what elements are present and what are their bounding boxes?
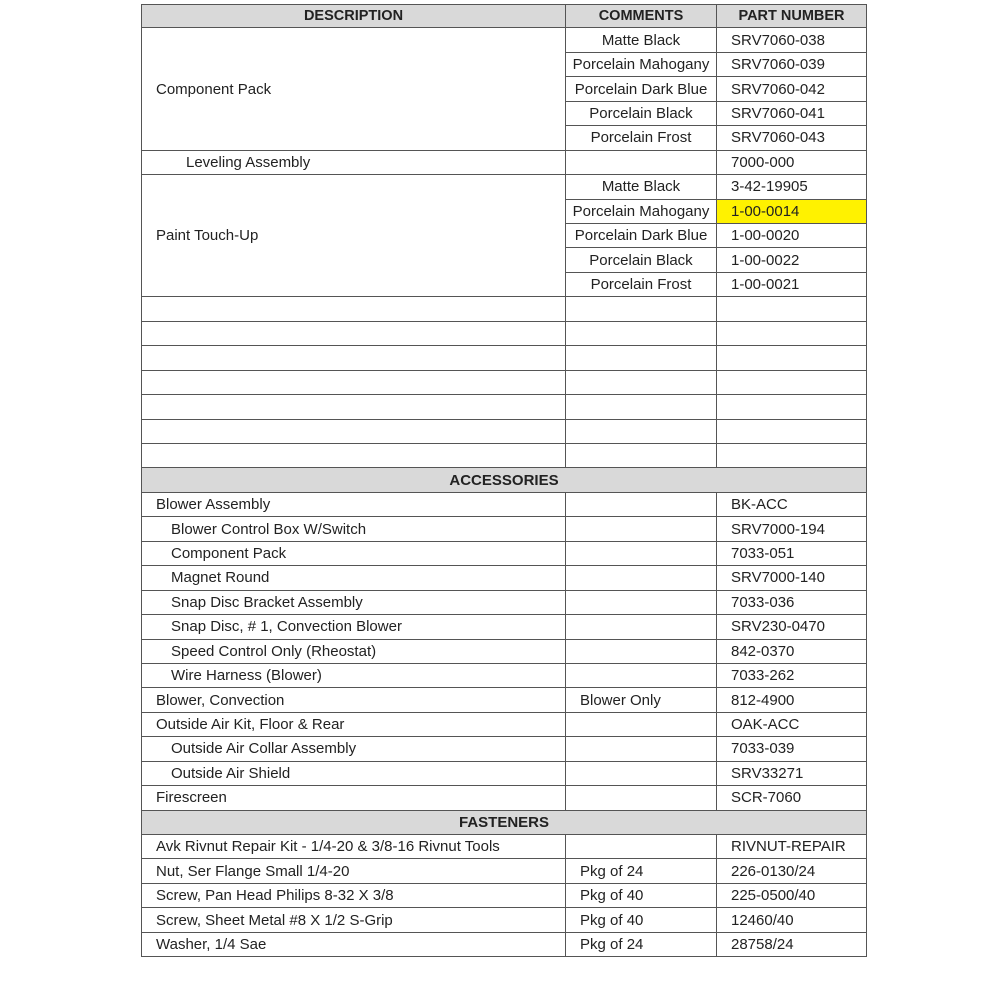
comment-cell: Porcelain Dark Blue	[565, 77, 716, 101]
description-cell: Washer, 1/4 Sae	[141, 933, 565, 957]
table-row	[141, 200, 867, 224]
comment-cell: Pkg of 40	[565, 884, 716, 908]
description-cell: Blower Control Box W/Switch	[141, 517, 565, 541]
table-row	[141, 859, 867, 883]
description-cell: Outside Air Shield	[141, 762, 565, 786]
part-number-cell: SRV7000-194	[716, 517, 867, 541]
table-row	[141, 248, 867, 272]
table-row	[141, 908, 867, 932]
table-row	[141, 786, 867, 810]
part-number-cell: SRV7060-042	[716, 77, 867, 101]
parts-table	[141, 4, 867, 957]
comment-cell	[565, 517, 716, 541]
description-cell: Nut, Ser Flange Small 1/4-20	[141, 859, 565, 883]
paint-touchup-group	[141, 175, 867, 297]
comment-cell: Blower Only	[565, 688, 716, 712]
comment-cell	[565, 566, 716, 590]
section-header-accessories	[141, 468, 867, 492]
part-number-cell: 1-00-0022	[716, 248, 867, 272]
table-row	[141, 762, 867, 786]
comment-cell: Porcelain Frost	[565, 126, 716, 150]
table-row	[141, 884, 867, 908]
component-pack-label: Component Pack	[141, 28, 565, 150]
part-number-cell: 7033-036	[716, 591, 867, 615]
part-number-cell: SRV7060-039	[716, 53, 867, 77]
table-row	[141, 615, 867, 639]
part-number-cell: SRV33271	[716, 762, 867, 786]
comment-cell	[565, 615, 716, 639]
table-row	[141, 713, 867, 737]
empty-row	[141, 346, 867, 370]
part-number-cell: 842-0370	[716, 640, 867, 664]
highlighted-part-number-cell: 1-00-0014	[716, 200, 867, 224]
part-number-cell: 28758/24	[716, 933, 867, 957]
comment-cell: Matte Black	[565, 28, 716, 52]
description-cell: Wire Harness (Blower)	[141, 664, 565, 688]
table-row	[141, 493, 867, 517]
comment-cell	[565, 786, 716, 810]
fasteners-rows	[141, 835, 867, 957]
description-cell: Avk Rivnut Repair Kit - 1/4-20 & 3/8-16 Rivnut Tools	[141, 835, 565, 859]
table-header	[141, 4, 867, 28]
empty-row	[141, 371, 867, 395]
comment-cell	[565, 493, 716, 517]
description-cell: Outside Air Collar Assembly	[141, 737, 565, 761]
part-number-cell: 1-00-0021	[716, 273, 867, 297]
part-number-cell: SRV7060-038	[716, 28, 867, 52]
part-number-cell: BK-ACC	[716, 493, 867, 517]
description-cell: Magnet Round	[141, 566, 565, 590]
table-row	[141, 151, 867, 175]
part-number-cell: SCR-7060	[716, 786, 867, 810]
comment-cell	[565, 591, 716, 615]
table-row	[141, 102, 867, 126]
component-pack-group	[141, 28, 867, 150]
table-row	[141, 28, 867, 52]
table-row	[141, 591, 867, 615]
table-row	[141, 688, 867, 712]
comment-cell	[565, 835, 716, 859]
section-header-fasteners	[141, 811, 867, 835]
part-number-cell: 225-0500/40	[716, 884, 867, 908]
comment-cell	[565, 542, 716, 566]
description-cell: Outside Air Kit, Floor & Rear	[141, 713, 565, 737]
description-cell: Screw, Pan Head Philips 8-32 X 3/8	[141, 884, 565, 908]
part-number-cell: 7000-000	[716, 151, 867, 175]
description-cell: Leveling Assembly	[141, 151, 565, 175]
part-number-cell: OAK-ACC	[716, 713, 867, 737]
table-row	[141, 175, 867, 199]
comment-cell: Pkg of 24	[565, 933, 716, 957]
comment-cell	[565, 664, 716, 688]
table-row	[141, 835, 867, 859]
section-title: ACCESSORIES	[141, 468, 867, 492]
comment-cell: Pkg of 24	[565, 859, 716, 883]
description-cell: Snap Disc, # 1, Convection Blower	[141, 615, 565, 639]
table-row	[141, 737, 867, 761]
description-cell: Firescreen	[141, 786, 565, 810]
part-number-cell: SRV7000-140	[716, 566, 867, 590]
part-number-cell: SRV230-0470	[716, 615, 867, 639]
comment-cell: Porcelain Frost	[565, 273, 716, 297]
comment-cell: Porcelain Mahogany	[565, 53, 716, 77]
empty-row	[141, 395, 867, 419]
description-cell: Blower, Convection	[141, 688, 565, 712]
description-cell: Speed Control Only (Rheostat)	[141, 640, 565, 664]
part-number-cell: 226-0130/24	[716, 859, 867, 883]
table-row	[141, 53, 867, 77]
part-number-cell: SRV7060-043	[716, 126, 867, 150]
header-part-number: PART NUMBER	[716, 4, 867, 28]
paint-touchup-label: Paint Touch-Up	[141, 175, 565, 297]
description-cell: Snap Disc Bracket Assembly	[141, 591, 565, 615]
comment-cell: Porcelain Black	[565, 248, 716, 272]
table-row	[141, 933, 867, 957]
part-number-cell: 7033-262	[716, 664, 867, 688]
part-number-cell: 3-42-19905	[716, 175, 867, 199]
table-row	[141, 273, 867, 297]
header-comments: COMMENTS	[565, 4, 716, 28]
table-row	[141, 566, 867, 590]
table-row	[141, 640, 867, 664]
empty-row	[141, 444, 867, 468]
part-number-cell: 7033-039	[716, 737, 867, 761]
part-number-cell: 12460/40	[716, 908, 867, 932]
part-number-cell: 812-4900	[716, 688, 867, 712]
part-number-cell: RIVNUT-REPAIR	[716, 835, 867, 859]
comment-cell: Matte Black	[565, 175, 716, 199]
empty-row	[141, 297, 867, 321]
section-title: FASTENERS	[141, 811, 867, 835]
table-row	[141, 77, 867, 101]
comment-cell: Porcelain Black	[565, 102, 716, 126]
comment-cell	[565, 737, 716, 761]
table-row	[141, 542, 867, 566]
description-cell: Blower Assembly	[141, 493, 565, 517]
comment-cell: Porcelain Mahogany	[565, 200, 716, 224]
table-row	[141, 224, 867, 248]
comment-cell: Pkg of 40	[565, 908, 716, 932]
comment-cell	[565, 640, 716, 664]
comment-cell: Porcelain Dark Blue	[565, 224, 716, 248]
table-row	[141, 517, 867, 541]
header-description: DESCRIPTION	[141, 4, 565, 28]
part-number-cell: 7033-051	[716, 542, 867, 566]
comment-cell	[565, 151, 716, 175]
table-row	[141, 126, 867, 150]
part-number-cell: 1-00-0020	[716, 224, 867, 248]
description-cell: Screw, Sheet Metal #8 X 1/2 S-Grip	[141, 908, 565, 932]
table-row	[141, 664, 867, 688]
description-cell: Component Pack	[141, 542, 565, 566]
comment-cell	[565, 713, 716, 737]
comment-cell	[565, 762, 716, 786]
part-number-cell: SRV7060-041	[716, 102, 867, 126]
accessories-rows	[141, 493, 867, 811]
empty-row	[141, 322, 867, 346]
empty-row	[141, 420, 867, 444]
